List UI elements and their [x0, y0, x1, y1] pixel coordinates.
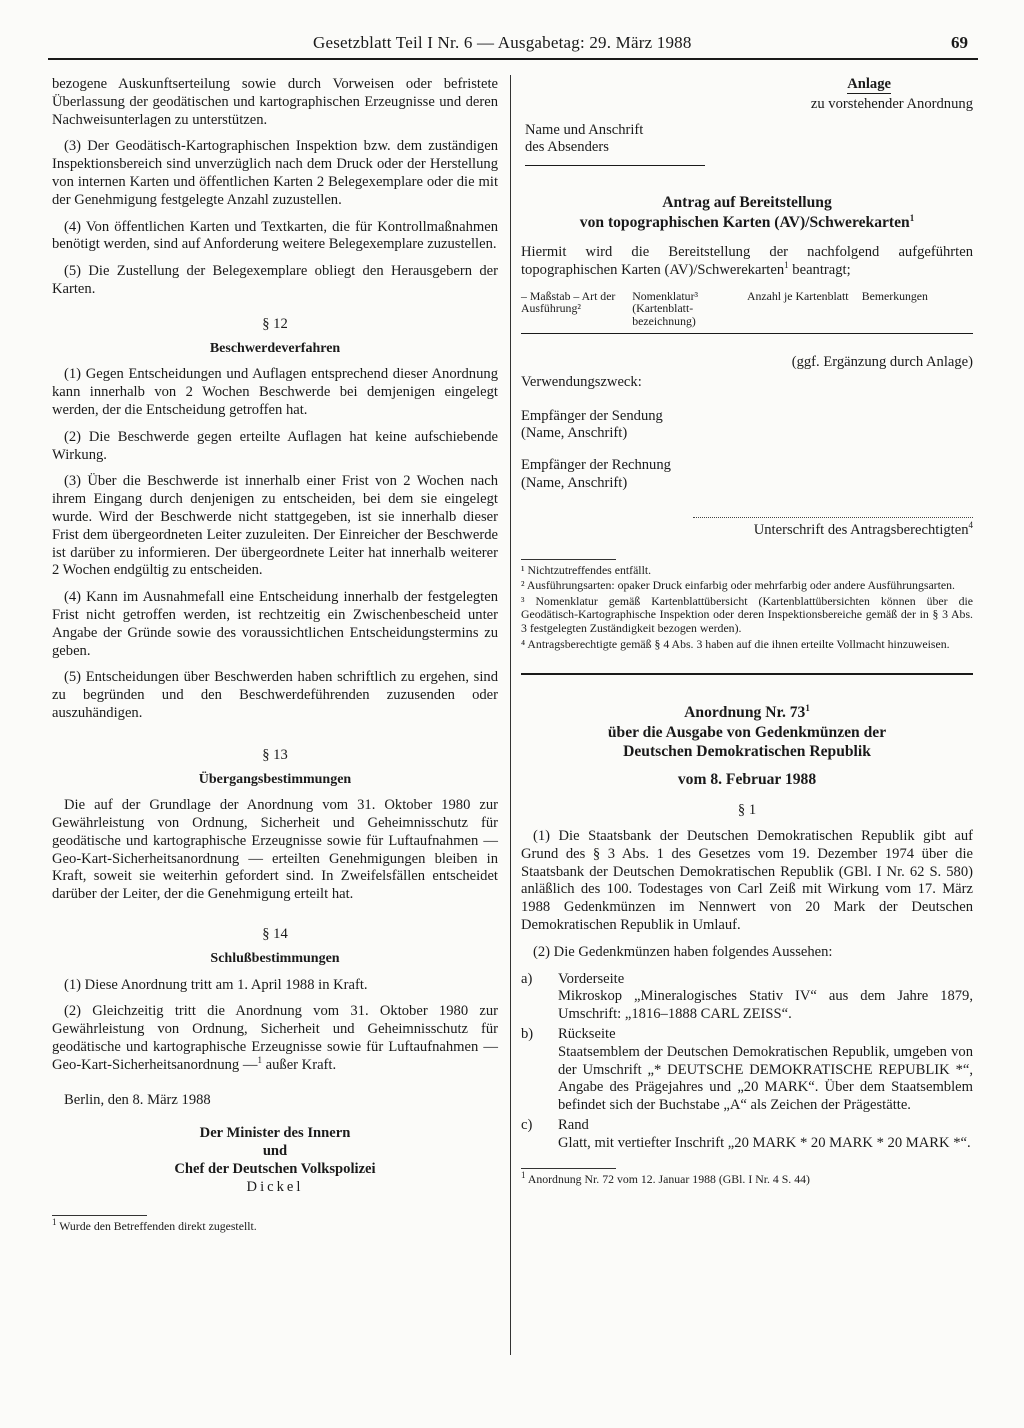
- list-item-c: c) Rand Glatt, mit vertiefter Inschrift „20 MARK * 20 MARK * 20 MARK *“.: [521, 1116, 971, 1151]
- list-item-b: b) Rückseite Staatsemblem der Deutschen Demokratischen Republik, umgeben von der Umschrift „* DEUTSCHE DEMOKRATISCHE REPUBLIK *“, Angabe des Prägejahres und „20 MARK“. Über dem Staatsemblem befindet sich der Buchstabe „A“ als Zeichen der Prägestätte.: [521, 1025, 973, 1114]
- section-13-title: Übergangsbestimmungen: [198, 771, 352, 787]
- signatory-line-2: und: [262, 1143, 288, 1160]
- signature-label: Unterschrift des Antragsberechtigten$^4$: [753, 519, 973, 538]
- form-title-line-1: Antrag auf Bereitstellung: [662, 194, 832, 212]
- place-date: Berlin, den 8. März 1988: [64, 1091, 211, 1108]
- paragraph-5: (5) Die Zustellung der Belegexemplare obliegt den Herausgebern der Karten.: [52, 263, 498, 297]
- header-rule: [48, 58, 978, 60]
- signatory-line-1: Der Minister des Innern: [199, 1125, 351, 1142]
- running-header: Gesetzblatt Teil I Nr. 6 — Ausgabetag: 29. März 1988: [313, 33, 692, 52]
- s1-paragraph-1: (1) Die Staatsbank der Deutschen Demokratischen Republik gibt auf Grund des § 3 Abs. 1 des Gesetzes vom 19. Dezember 1974 über die Staatsbank der Deutschen Demokratischen Republik (GBl. I Nr. 62 S. 580) anläßlich des 100. Todestages von Carl Zeiß mit Wirkung vom 17. März 1988 Gedenkmünzen im Nennwert von 20 Mark der Deutschen Demokratischen Republik in Umlauf.: [521, 827, 973, 933]
- ordinance-title-line-3: Deutschen Demokratischen Republik: [623, 743, 871, 761]
- footnote-rule: [52, 1215, 147, 1216]
- s14-paragraph-1: (1) Diese Anordnung tritt am 1. April 1988 in Kraft.: [64, 976, 368, 993]
- ordinance-title-line-2: über die Ausgabe von Gedenkmünzen der: [607, 723, 887, 741]
- form-col-bemerkungen: Bemerkungen: [861, 288, 928, 303]
- ordinance-footnote-1: $^1$ Anordnung Nr. 72 vom 12. Januar 1988 (GBl. I Nr. 4 S. 44): [521, 1170, 810, 1187]
- right-column: [521, 76, 973, 1189]
- footnote-1: $^1$ Wurde den Betreffenden direkt zugestellt.: [52, 1216, 257, 1233]
- list-item-a: a) Vorderseite Mikroskop „Mineralogisches Stativ IV“ aus dem Jahre 1879, Umschrift: „1816–1888 CARL ZEISS“.: [521, 970, 973, 1023]
- ordinance-date: vom 8. Februar 1988: [677, 770, 817, 788]
- s14-paragraph-2: (2) Gleichzeitig tritt die Anordnung vom 31. Oktober 1980 zur Gewährleistung von Ordnung, Sicherheit und Geheimnisschutz für geodätische und kartographische Erzeugnisse sowie für Luftaufnahmen — Geo-Kart-Sicherheitsanordnung —$^1$ außer Kraft.: [52, 1003, 498, 1073]
- empfaenger-rechnung-label: Empfänger der Rechnung (Name, Anschrift): [521, 457, 671, 491]
- form-col-massstab: – Maßstab – Art der Ausführung²: [521, 288, 616, 316]
- anlage-label: Anlage: [847, 76, 891, 92]
- form-table-rule: [521, 333, 973, 334]
- paragraph-3: (3) Der Geodätisch-Kartographischen Inspektion bzw. dem zuständigen Inspektionsbereich sind unverzüglich nach dem Druck oder der Herstellung von internen Karten und öffentlichen Karten 2 Belegexemplare oder die mit der Genehmigung festgelegte Anzahl zuzustellen.: [52, 138, 498, 208]
- section-12-title: Beschwerdeverfahren: [209, 340, 341, 356]
- form-columns: [521, 290, 973, 327]
- column-divider: [510, 75, 511, 1355]
- signature-line: [693, 517, 973, 518]
- form-footnote-1: ¹ Nichtzutreffendes entfällt.: [521, 562, 652, 577]
- s12-paragraph-5: (5) Entscheidungen über Beschwerden haben schriftlich zu ergehen, sind zu begründen und den Beschwerdeführenden zuzusenden oder auszuhändigen.: [52, 669, 498, 721]
- s12-paragraph-4: (4) Kann im Ausnahmefall eine Entscheidung innerhalb der festgelegten Frist nicht getroffen werden, ist rechtzeitig ein Zwischenbescheid unter Angabe der Gründe sowie des voraussichtlichen Entscheidungstermins zu geben.: [52, 589, 498, 659]
- s1-paragraph-2: (2) Die Gedenkmünzen haben folgendes Aussehen:: [533, 943, 833, 960]
- form-col-nomenklatur: Nomenklatur³ (Kartenblatt-bezeichnung): [632, 288, 699, 328]
- s13-paragraph-1: Die auf der Grundlage der Anordnung vom 31. Oktober 1980 zur Gewährleistung von Ordnung, Sicherheit und Geheimnisschutz für geodätische und kartographische Erzeugnisse sowie für Luftaufnahmen — Geo-Kart-Sicherheitsanordnung — erteilten Genehmigungen bleiben in Kraft, soweit sie weiterhin gefordert sind. In Zweifelsfällen entscheidet darüber der Leiter, der die Genehmigung erteilt hat.: [52, 797, 498, 903]
- form-title-line-2: von topographischen Karten (AV)/Schwerekarten$^1$: [579, 212, 915, 231]
- page-number: 69: [951, 33, 968, 52]
- form-footnote-4: ⁴ Antragsberechtigte gemäß § 4 Abs. 3 haben auf die ihnen erteilte Vollmacht hinzuweisen.: [521, 636, 950, 651]
- verwendungszweck-label: Verwendungszweck:: [521, 373, 642, 390]
- section-1-heading: § 1: [737, 802, 757, 819]
- footnote-ref: 1: [257, 1055, 262, 1065]
- signatory-line-3: Chef der Deutschen Volkspolizei: [174, 1161, 376, 1178]
- ergaenzung-note: (ggf. Ergänzung durch Anlage): [791, 354, 973, 370]
- form-footnote-2: ² Ausführungsarten: opaker Druck einfarbig oder mehrfarbig oder andere Ausführungsarten.: [521, 578, 955, 593]
- section-13-heading: § 13: [262, 746, 288, 763]
- anlage-subtitle: zu vorstehender Anordnung: [810, 95, 973, 112]
- sender-field: Name und Anschrift des Absenders: [525, 122, 705, 167]
- paragraph-continued: bezogene Auskunftserteilung sowie durch Vorweisen oder befristete Überlassung der geodätischen und kartographischen Erzeugnisse und deren Nachweisunterlagen zu unterstützen.: [52, 76, 498, 128]
- section-12-heading: § 12: [262, 315, 288, 332]
- paragraph-4: (4) Von öffentlichen Karten und Textkarten, die für Kontrollmaßnahmen benötigt werden, sind auf Anforderung weitere Belegexemplare zuzustellen.: [52, 218, 498, 253]
- signatory-name: Dickel: [246, 1178, 304, 1195]
- form-intro: Hiermit wird die Bereitstellung der nachfolgend aufgeführten topographischen Karten (AV)/Schwerekarten$^1$ beantragt;: [521, 244, 973, 278]
- empfaenger-sendung-label: Empfänger der Sendung (Name, Anschrift): [521, 407, 663, 442]
- s12-paragraph-2: (2) Die Beschwerde gegen erteilte Auflagen hat keine aufschiebende Wirkung.: [52, 428, 498, 463]
- ordinance-footnote-rule: [521, 1168, 616, 1169]
- s12-paragraph-3: (3) Über die Beschwerde ist innerhalb einer Frist von 2 Wochen nach ihrem Eingang durch denjenigen zu entscheiden, bei dem sie eingelegt wurde. Wird der Beschwerde nicht stattgegeben, ist sie innerhalb dieser Frist dem übergeordneten Leiter zuzuleiten. Der Einreicher der Beschwerde ist darüber zu informieren. Der übergeordnete Leiter hat innerhalb weiterer 2 Wochen endgültig zu entscheiden.: [52, 473, 498, 579]
- ordinance-title-line-1: Anordnung Nr. $73^1$: [684, 702, 810, 722]
- section-separator: [521, 673, 973, 675]
- form-col-anzahl: Anzahl je Kartenblatt: [747, 288, 849, 303]
- s12-paragraph-1: (1) Gegen Entscheidungen und Auflagen entsprechend dieser Anordnung kann innerhalb von 2 Wochen Beschwerde bei demjenigen eingelegt werden, der die Entscheidung getroffen hat.: [52, 366, 498, 418]
- left-column: [52, 76, 498, 1235]
- form-footnote-rule: [521, 559, 616, 560]
- form-footnote-3: ³ Nomenklatur gemäß Kartenblattübersicht (Kartenblattübersichten können über die Geodätisch-Kartographische Inspektion oder deren Inspektionsbereiche gemäß der in § 3 Abs. 3 festgelegten Zuständigkeit bezogen werden).: [521, 593, 973, 635]
- section-14-title: Schlußbestimmungen: [210, 950, 340, 966]
- section-14-heading: § 14: [262, 926, 288, 943]
